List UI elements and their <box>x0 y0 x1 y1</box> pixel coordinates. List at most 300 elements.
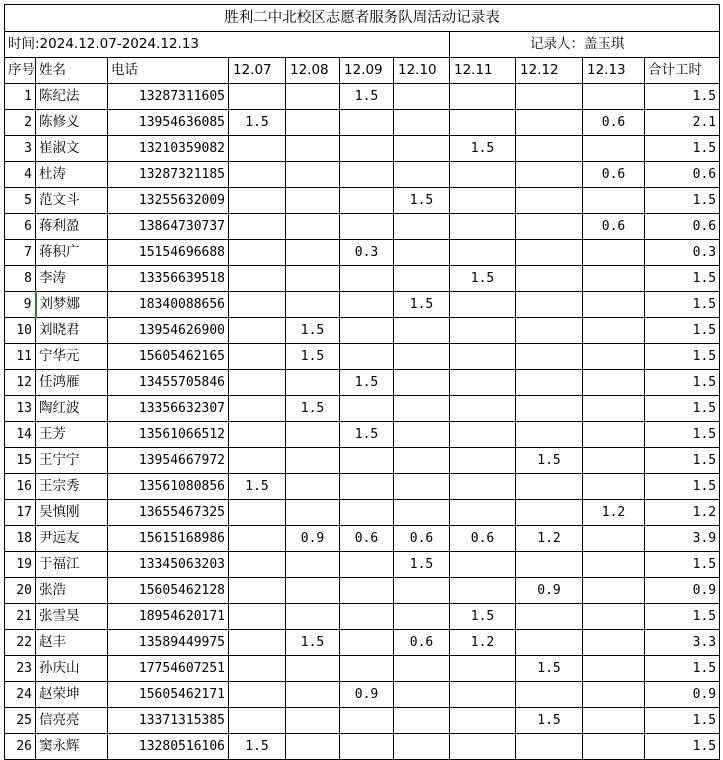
phone-cell[interactable]: 15605462165 <box>108 344 229 370</box>
hours-cell[interactable] <box>583 84 645 110</box>
hours-cell[interactable] <box>516 734 583 760</box>
hours-cell[interactable] <box>340 110 394 136</box>
name-cell[interactable]: 张浩 <box>36 578 108 604</box>
column-header[interactable]: 12.09 <box>340 58 394 84</box>
row-number-cell[interactable]: 2 <box>5 110 36 136</box>
hours-cell[interactable] <box>229 604 286 630</box>
hours-cell[interactable]: 0.6 <box>394 526 450 552</box>
row-number-cell[interactable]: 14 <box>5 422 36 448</box>
hours-cell[interactable]: 1.2 <box>516 526 583 552</box>
hours-cell[interactable] <box>394 240 450 266</box>
hours-cell[interactable] <box>394 396 450 422</box>
row-number-cell[interactable]: 21 <box>5 604 36 630</box>
total-hours-cell[interactable]: 1.5 <box>645 604 720 630</box>
total-hours-cell[interactable]: 1.5 <box>645 84 720 110</box>
hours-cell[interactable] <box>583 422 645 448</box>
hours-cell[interactable] <box>450 162 516 188</box>
name-cell[interactable]: 陈纪法 <box>36 84 108 110</box>
hours-cell[interactable] <box>229 682 286 708</box>
hours-cell[interactable] <box>583 318 645 344</box>
hours-cell[interactable] <box>394 422 450 448</box>
row-number-cell[interactable]: 24 <box>5 682 36 708</box>
hours-cell[interactable] <box>286 578 340 604</box>
total-hours-cell[interactable]: 1.5 <box>645 474 720 500</box>
hours-cell[interactable] <box>229 552 286 578</box>
hours-cell[interactable] <box>583 552 645 578</box>
hours-cell[interactable] <box>340 214 394 240</box>
phone-cell[interactable]: 13655467325 <box>108 500 229 526</box>
hours-cell[interactable] <box>583 526 645 552</box>
hours-cell[interactable] <box>340 266 394 292</box>
hours-cell[interactable] <box>450 708 516 734</box>
hours-cell[interactable] <box>516 422 583 448</box>
column-header[interactable]: 序号 <box>5 58 36 84</box>
hours-cell[interactable] <box>516 630 583 656</box>
name-cell[interactable]: 蒋利盈 <box>36 214 108 240</box>
hours-cell[interactable] <box>450 110 516 136</box>
hours-cell[interactable] <box>229 292 286 318</box>
hours-cell[interactable] <box>229 448 286 474</box>
hours-cell[interactable] <box>583 734 645 760</box>
row-number-cell[interactable]: 13 <box>5 396 36 422</box>
hours-cell[interactable] <box>229 526 286 552</box>
hours-cell[interactable] <box>516 214 583 240</box>
hours-cell[interactable] <box>450 370 516 396</box>
name-cell[interactable]: 王宗秀 <box>36 474 108 500</box>
hours-cell[interactable] <box>340 292 394 318</box>
hours-cell[interactable] <box>229 84 286 110</box>
hours-cell[interactable] <box>286 682 340 708</box>
hours-cell[interactable] <box>583 682 645 708</box>
hours-cell[interactable] <box>340 396 394 422</box>
hours-cell[interactable] <box>516 318 583 344</box>
hours-cell[interactable]: 1.2 <box>583 500 645 526</box>
hours-cell[interactable] <box>583 136 645 162</box>
total-hours-cell[interactable]: 1.5 <box>645 292 720 318</box>
hours-cell[interactable]: 0.6 <box>583 162 645 188</box>
hours-cell[interactable] <box>516 110 583 136</box>
hours-cell[interactable] <box>229 344 286 370</box>
hours-cell[interactable] <box>340 448 394 474</box>
total-hours-cell[interactable]: 1.5 <box>645 734 720 760</box>
hours-cell[interactable] <box>583 474 645 500</box>
hours-cell[interactable] <box>340 500 394 526</box>
total-hours-cell[interactable]: 3.9 <box>645 526 720 552</box>
row-number-cell[interactable]: 10 <box>5 318 36 344</box>
column-header[interactable]: 12.08 <box>286 58 340 84</box>
hours-cell[interactable] <box>450 240 516 266</box>
name-cell[interactable]: 蒋积广 <box>36 240 108 266</box>
hours-cell[interactable] <box>286 500 340 526</box>
hours-cell[interactable] <box>583 656 645 682</box>
name-cell[interactable]: 陶红波 <box>36 396 108 422</box>
phone-cell[interactable]: 13589449975 <box>108 630 229 656</box>
hours-cell[interactable] <box>450 188 516 214</box>
row-number-cell[interactable]: 19 <box>5 552 36 578</box>
hours-cell[interactable] <box>583 292 645 318</box>
hours-cell[interactable]: 0.6 <box>450 526 516 552</box>
total-hours-cell[interactable]: 0.9 <box>645 682 720 708</box>
hours-cell[interactable] <box>286 708 340 734</box>
phone-cell[interactable]: 13371315385 <box>108 708 229 734</box>
hours-cell[interactable] <box>229 500 286 526</box>
hours-cell[interactable] <box>340 474 394 500</box>
hours-cell[interactable] <box>450 84 516 110</box>
hours-cell[interactable] <box>229 656 286 682</box>
name-cell[interactable]: 窦永辉 <box>36 734 108 760</box>
hours-cell[interactable] <box>340 604 394 630</box>
phone-cell[interactable]: 13287321185 <box>108 162 229 188</box>
row-number-cell[interactable]: 4 <box>5 162 36 188</box>
hours-cell[interactable] <box>394 344 450 370</box>
hours-cell[interactable] <box>394 500 450 526</box>
hours-cell[interactable] <box>229 630 286 656</box>
column-header[interactable]: 12.11 <box>450 58 516 84</box>
hours-cell[interactable] <box>286 266 340 292</box>
phone-cell[interactable]: 17754607251 <box>108 656 229 682</box>
hours-cell[interactable] <box>340 344 394 370</box>
hours-cell[interactable] <box>229 214 286 240</box>
hours-cell[interactable] <box>229 708 286 734</box>
row-number-cell[interactable]: 26 <box>5 734 36 760</box>
hours-cell[interactable] <box>340 162 394 188</box>
hours-cell[interactable] <box>516 136 583 162</box>
hours-cell[interactable] <box>340 656 394 682</box>
hours-cell[interactable] <box>229 422 286 448</box>
name-cell[interactable]: 赵丰 <box>36 630 108 656</box>
hours-cell[interactable] <box>394 84 450 110</box>
hours-cell[interactable] <box>450 682 516 708</box>
total-hours-cell[interactable]: 1.5 <box>645 552 720 578</box>
hours-cell[interactable] <box>450 214 516 240</box>
total-hours-cell[interactable]: 1.5 <box>645 188 720 214</box>
hours-cell[interactable] <box>229 188 286 214</box>
hours-cell[interactable] <box>516 162 583 188</box>
hours-cell[interactable] <box>516 266 583 292</box>
hours-cell[interactable]: 0.6 <box>340 526 394 552</box>
phone-cell[interactable]: 15605462171 <box>108 682 229 708</box>
name-cell[interactable]: 范文斗 <box>36 188 108 214</box>
hours-cell[interactable]: 1.5 <box>516 708 583 734</box>
total-hours-cell[interactable]: 1.2 <box>645 500 720 526</box>
hours-cell[interactable] <box>394 708 450 734</box>
hours-cell[interactable] <box>450 552 516 578</box>
column-header[interactable]: 12.10 <box>394 58 450 84</box>
hours-cell[interactable] <box>286 188 340 214</box>
hours-cell[interactable]: 0.6 <box>394 630 450 656</box>
row-number-cell[interactable]: 8 <box>5 266 36 292</box>
hours-cell[interactable] <box>229 240 286 266</box>
phone-cell[interactable]: 13954667972 <box>108 448 229 474</box>
hours-cell[interactable] <box>286 448 340 474</box>
hours-cell[interactable] <box>583 240 645 266</box>
hours-cell[interactable] <box>286 162 340 188</box>
hours-cell[interactable]: 1.5 <box>340 422 394 448</box>
hours-cell[interactable] <box>340 578 394 604</box>
hours-cell[interactable] <box>340 188 394 214</box>
hours-cell[interactable] <box>516 188 583 214</box>
hours-cell[interactable] <box>583 708 645 734</box>
phone-cell[interactable]: 13954636085 <box>108 110 229 136</box>
hours-cell[interactable] <box>340 552 394 578</box>
row-number-cell[interactable]: 22 <box>5 630 36 656</box>
hours-cell[interactable] <box>450 500 516 526</box>
total-hours-cell[interactable]: 1.5 <box>645 318 720 344</box>
hours-cell[interactable] <box>394 656 450 682</box>
row-number-cell[interactable]: 15 <box>5 448 36 474</box>
name-cell[interactable]: 刘晓君 <box>36 318 108 344</box>
hours-cell[interactable] <box>450 734 516 760</box>
column-header[interactable]: 姓名 <box>36 58 108 84</box>
phone-cell[interactable]: 13455705846 <box>108 370 229 396</box>
hours-cell[interactable] <box>286 474 340 500</box>
hours-cell[interactable] <box>340 136 394 162</box>
hours-cell[interactable] <box>516 682 583 708</box>
hours-cell[interactable] <box>583 448 645 474</box>
total-hours-cell[interactable]: 3.3 <box>645 630 720 656</box>
hours-cell[interactable] <box>229 370 286 396</box>
hours-cell[interactable] <box>516 84 583 110</box>
hours-cell[interactable]: 1.5 <box>450 136 516 162</box>
hours-cell[interactable]: 1.5 <box>394 552 450 578</box>
row-number-cell[interactable]: 9 <box>5 292 36 318</box>
hours-cell[interactable] <box>394 266 450 292</box>
hours-cell[interactable] <box>516 344 583 370</box>
total-hours-cell[interactable]: 1.5 <box>645 396 720 422</box>
hours-cell[interactable] <box>340 708 394 734</box>
hours-cell[interactable]: 1.5 <box>450 604 516 630</box>
hours-cell[interactable] <box>450 344 516 370</box>
row-number-cell[interactable]: 23 <box>5 656 36 682</box>
hours-cell[interactable] <box>340 630 394 656</box>
name-cell[interactable]: 宁华元 <box>36 344 108 370</box>
hours-cell[interactable] <box>583 604 645 630</box>
hours-cell[interactable]: 1.5 <box>516 448 583 474</box>
name-cell[interactable]: 任鸿雁 <box>36 370 108 396</box>
hours-cell[interactable]: 1.5 <box>450 266 516 292</box>
hours-cell[interactable] <box>516 240 583 266</box>
hours-cell[interactable] <box>286 240 340 266</box>
hours-cell[interactable] <box>450 578 516 604</box>
phone-cell[interactable]: 15605462128 <box>108 578 229 604</box>
hours-cell[interactable] <box>229 318 286 344</box>
hours-cell[interactable] <box>394 370 450 396</box>
hours-cell[interactable] <box>450 656 516 682</box>
hours-cell[interactable] <box>229 266 286 292</box>
hours-cell[interactable] <box>286 84 340 110</box>
hours-cell[interactable] <box>394 110 450 136</box>
hours-cell[interactable]: 1.5 <box>394 188 450 214</box>
total-hours-cell[interactable]: 1.5 <box>645 422 720 448</box>
hours-cell[interactable] <box>286 656 340 682</box>
total-hours-cell[interactable]: 1.5 <box>645 708 720 734</box>
row-number-cell[interactable]: 12 <box>5 370 36 396</box>
hours-cell[interactable] <box>516 292 583 318</box>
name-cell[interactable]: 信亮亮 <box>36 708 108 734</box>
total-hours-cell[interactable]: 1.5 <box>645 136 720 162</box>
hours-cell[interactable] <box>450 396 516 422</box>
hours-cell[interactable] <box>583 396 645 422</box>
hours-cell[interactable] <box>340 318 394 344</box>
name-cell[interactable]: 吴慎刚 <box>36 500 108 526</box>
recorder-cell[interactable]: 记录人：盖玉琪 <box>450 32 720 58</box>
hours-cell[interactable] <box>229 578 286 604</box>
row-number-cell[interactable]: 25 <box>5 708 36 734</box>
row-number-cell[interactable]: 18 <box>5 526 36 552</box>
phone-cell[interactable]: 13561080856 <box>108 474 229 500</box>
name-cell[interactable]: 于福江 <box>36 552 108 578</box>
total-hours-cell[interactable]: 2.1 <box>645 110 720 136</box>
phone-cell[interactable]: 13210359082 <box>108 136 229 162</box>
total-hours-cell[interactable]: 1.5 <box>645 266 720 292</box>
hours-cell[interactable] <box>394 162 450 188</box>
hours-cell[interactable] <box>286 370 340 396</box>
hours-cell[interactable]: 1.5 <box>229 734 286 760</box>
name-cell[interactable]: 孙庆山 <box>36 656 108 682</box>
total-hours-cell[interactable]: 1.5 <box>645 370 720 396</box>
name-cell[interactable]: 崔淑文 <box>36 136 108 162</box>
name-cell[interactable]: 张雪昊 <box>36 604 108 630</box>
hours-cell[interactable] <box>450 474 516 500</box>
row-number-cell[interactable]: 5 <box>5 188 36 214</box>
hours-cell[interactable] <box>286 110 340 136</box>
column-header[interactable]: 电话 <box>108 58 229 84</box>
column-header[interactable]: 12.12 <box>516 58 583 84</box>
phone-cell[interactable]: 18340088656 <box>108 292 229 318</box>
phone-cell[interactable]: 13287311605 <box>108 84 229 110</box>
hours-cell[interactable] <box>516 474 583 500</box>
hours-cell[interactable] <box>286 552 340 578</box>
hours-cell[interactable]: 0.9 <box>286 526 340 552</box>
hours-cell[interactable]: 1.5 <box>394 292 450 318</box>
hours-cell[interactable]: 1.5 <box>286 396 340 422</box>
row-number-cell[interactable]: 1 <box>5 84 36 110</box>
row-number-cell[interactable]: 20 <box>5 578 36 604</box>
sheet-title[interactable]: 胜利二中北校区志愿者服务队周活动记录表 <box>5 5 720 32</box>
total-hours-cell[interactable]: 1.5 <box>645 656 720 682</box>
hours-cell[interactable] <box>450 292 516 318</box>
hours-cell[interactable]: 1.5 <box>286 630 340 656</box>
hours-cell[interactable] <box>450 318 516 344</box>
hours-cell[interactable] <box>394 214 450 240</box>
total-hours-cell[interactable]: 0.6 <box>645 214 720 240</box>
hours-cell[interactable] <box>286 422 340 448</box>
name-cell[interactable]: 杜涛 <box>36 162 108 188</box>
hours-cell[interactable]: 1.5 <box>286 318 340 344</box>
hours-cell[interactable] <box>340 734 394 760</box>
name-cell[interactable]: 王宁宁 <box>36 448 108 474</box>
row-number-cell[interactable]: 3 <box>5 136 36 162</box>
hours-cell[interactable] <box>229 162 286 188</box>
hours-cell[interactable] <box>516 500 583 526</box>
column-header[interactable]: 12.07 <box>229 58 286 84</box>
hours-cell[interactable] <box>286 292 340 318</box>
row-number-cell[interactable]: 17 <box>5 500 36 526</box>
phone-cell[interactable]: 13356632307 <box>108 396 229 422</box>
hours-cell[interactable] <box>516 604 583 630</box>
hours-cell[interactable] <box>286 136 340 162</box>
hours-cell[interactable] <box>516 552 583 578</box>
row-number-cell[interactable]: 7 <box>5 240 36 266</box>
name-cell[interactable]: 王芳 <box>36 422 108 448</box>
hours-cell[interactable] <box>516 396 583 422</box>
row-number-cell[interactable]: 6 <box>5 214 36 240</box>
phone-cell[interactable]: 13561066512 <box>108 422 229 448</box>
hours-cell[interactable]: 0.9 <box>516 578 583 604</box>
total-hours-cell[interactable]: 1.5 <box>645 448 720 474</box>
name-cell[interactable]: 尹远友 <box>36 526 108 552</box>
name-cell[interactable]: 陈修义 <box>36 110 108 136</box>
hours-cell[interactable] <box>516 370 583 396</box>
hours-cell[interactable]: 0.6 <box>583 214 645 240</box>
hours-cell[interactable] <box>583 266 645 292</box>
name-cell[interactable]: 赵荣坤 <box>36 682 108 708</box>
hours-cell[interactable]: 0.3 <box>340 240 394 266</box>
hours-cell[interactable] <box>583 578 645 604</box>
hours-cell[interactable] <box>394 682 450 708</box>
phone-cell[interactable]: 15615168986 <box>108 526 229 552</box>
hours-cell[interactable]: 1.5 <box>229 474 286 500</box>
column-header[interactable]: 12.13 <box>583 58 645 84</box>
phone-cell[interactable]: 13280516106 <box>108 734 229 760</box>
hours-cell[interactable] <box>450 422 516 448</box>
hours-cell[interactable] <box>450 448 516 474</box>
hours-cell[interactable] <box>229 396 286 422</box>
row-number-cell[interactable]: 11 <box>5 344 36 370</box>
name-cell[interactable]: 李涛 <box>36 266 108 292</box>
hours-cell[interactable] <box>583 630 645 656</box>
phone-cell[interactable]: 13255632009 <box>108 188 229 214</box>
phone-cell[interactable]: 13864730737 <box>108 214 229 240</box>
total-hours-cell[interactable]: 0.9 <box>645 578 720 604</box>
hours-cell[interactable]: 0.6 <box>583 110 645 136</box>
phone-cell[interactable]: 13954626900 <box>108 318 229 344</box>
hours-cell[interactable] <box>394 448 450 474</box>
hours-cell[interactable]: 1.5 <box>516 656 583 682</box>
hours-cell[interactable] <box>394 474 450 500</box>
hours-cell[interactable] <box>286 734 340 760</box>
total-hours-cell[interactable]: 0.6 <box>645 162 720 188</box>
hours-cell[interactable]: 0.9 <box>340 682 394 708</box>
hours-cell[interactable] <box>394 578 450 604</box>
hours-cell[interactable] <box>229 136 286 162</box>
hours-cell[interactable]: 1.2 <box>450 630 516 656</box>
hours-cell[interactable] <box>394 136 450 162</box>
hours-cell[interactable] <box>394 604 450 630</box>
hours-cell[interactable] <box>286 214 340 240</box>
hours-cell[interactable] <box>583 188 645 214</box>
column-header[interactable]: 合计工时 <box>645 58 720 84</box>
hours-cell[interactable]: 1.5 <box>340 84 394 110</box>
phone-cell[interactable]: 13356639518 <box>108 266 229 292</box>
hours-cell[interactable]: 1.5 <box>340 370 394 396</box>
name-cell[interactable]: 刘梦娜 <box>36 292 108 318</box>
total-hours-cell[interactable]: 0.3 <box>645 240 720 266</box>
period-cell[interactable]: 时间:2024.12.07-2024.12.13 <box>5 32 450 58</box>
phone-cell[interactable]: 13345063203 <box>108 552 229 578</box>
hours-cell[interactable] <box>583 370 645 396</box>
hours-cell[interactable] <box>394 734 450 760</box>
hours-cell[interactable] <box>583 344 645 370</box>
phone-cell[interactable]: 18954620171 <box>108 604 229 630</box>
hours-cell[interactable] <box>394 318 450 344</box>
phone-cell[interactable]: 15154696688 <box>108 240 229 266</box>
total-hours-cell[interactable]: 1.5 <box>645 344 720 370</box>
hours-cell[interactable] <box>286 604 340 630</box>
hours-cell[interactable]: 1.5 <box>229 110 286 136</box>
hours-cell[interactable]: 1.5 <box>286 344 340 370</box>
row-number-cell[interactable]: 16 <box>5 474 36 500</box>
